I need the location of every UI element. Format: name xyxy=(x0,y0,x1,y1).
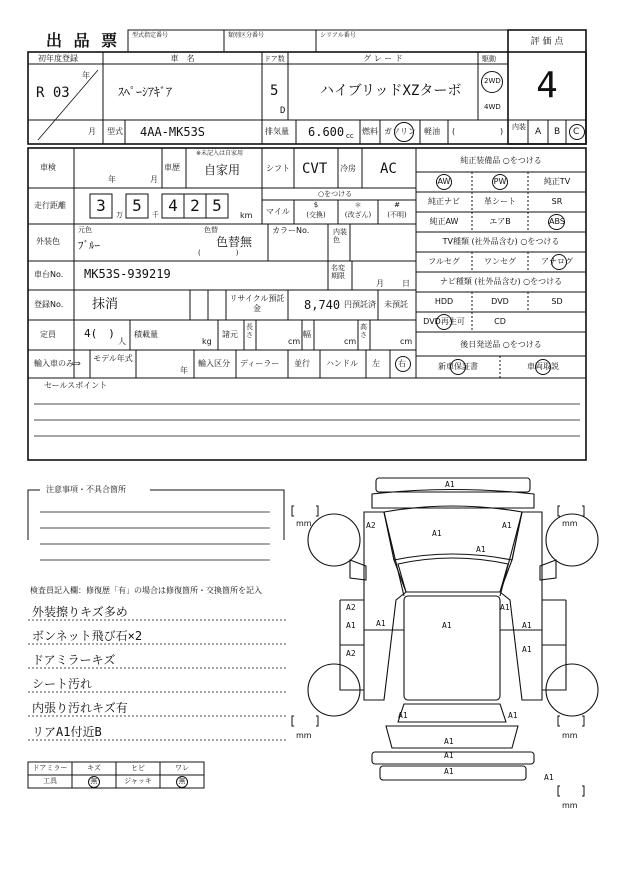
damage-mark-rear-hatch: A1 xyxy=(444,737,454,746)
width-label: 幅 xyxy=(303,330,311,339)
later-warranty-book-circle-mark xyxy=(450,359,466,375)
tv-analog-circle-mark xyxy=(551,254,567,270)
model-year-unit: 年 xyxy=(180,366,188,375)
recycle-deposit-value: 8,740 xyxy=(304,298,341,312)
drive-4wd: 4WD xyxy=(484,103,501,111)
interior-grade-c: C xyxy=(573,127,580,137)
door-count: 5 xyxy=(270,83,279,99)
later-manual: 車両取説 xyxy=(527,362,559,371)
load-capacity-unit: kg xyxy=(202,337,212,346)
mileage-option-note: ○をつける xyxy=(318,190,353,198)
handle-left: 左 xyxy=(372,359,380,368)
mileage-digit: 5 xyxy=(132,196,142,215)
navi-dvd: DVD xyxy=(491,297,509,306)
exterior-color-label: 外装色 xyxy=(36,237,60,246)
category-number-label: 類別区分番号 xyxy=(228,32,265,39)
history-value: 自家用 xyxy=(204,163,241,177)
equip-sunroof: SR xyxy=(551,197,563,206)
first-registration-era: R 03 xyxy=(36,85,70,101)
shift-value: CVT xyxy=(302,161,328,177)
month-label: 月 xyxy=(88,127,96,136)
model-code: 4AA-MK53S xyxy=(140,125,206,139)
later-manual-circle-mark xyxy=(535,359,551,375)
grade-box-label: 評 価 点 xyxy=(530,37,564,47)
tv-fullseg: フルセグ xyxy=(428,257,460,266)
later-warranty-book: 新車保証書 xyxy=(438,362,478,371)
later-shipment-title: 後日発送品 ○をつける xyxy=(460,340,542,349)
tire-depth-unit-front-right: mm xyxy=(562,519,578,528)
damage-mark-left-rear-door: A2 xyxy=(346,649,356,658)
registration-value: 抹消 xyxy=(92,297,119,312)
tv-analog: アナログ xyxy=(541,257,573,266)
capacity-label: 定員 xyxy=(40,330,56,339)
tire-depth-unit-rear-right: mm xyxy=(562,731,578,740)
damage-mark-left-door-lower: A1 xyxy=(346,621,356,630)
grade-label: グ レ ー ド xyxy=(363,54,403,63)
drive-label: 駆動 xyxy=(482,55,496,63)
mileage-label: 走行距離 xyxy=(34,201,66,210)
serial-number-label: シリアル番号 xyxy=(320,32,356,39)
model-year-label: モデル年式 xyxy=(93,354,133,363)
inspection-note-line: ドアミラーキズ xyxy=(32,653,116,667)
tire-depth-unit-spare: mm xyxy=(562,801,578,810)
mileage-unit-sen: 千 xyxy=(152,211,159,219)
table-tool-label: 工具 xyxy=(43,777,57,785)
table-door-mirror-label: ドアミラー xyxy=(32,764,68,772)
recycle-deposit-label: リサイクル預託金 xyxy=(229,294,285,313)
type-designation-label: 型式指定番号 xyxy=(132,32,169,39)
fuel-diesel: 軽油 xyxy=(424,127,440,136)
car-name-label: 車 名 xyxy=(170,54,195,63)
damage-mark-hood-right: A1 xyxy=(476,545,486,554)
navi-type-title: ナビ種類 (社外品含む) ○をつける xyxy=(439,277,563,286)
repaint-label: 色替 xyxy=(204,226,218,234)
caution-label: 注意事項・不具合箇所 xyxy=(46,485,126,494)
damage-mark-right-door-lower: A1 xyxy=(522,621,532,630)
equip-leather-seat: 革シート xyxy=(484,197,516,206)
mileage-unit-man: 万 xyxy=(116,211,123,219)
car-name: ｽﾍﾟｰｼｱｷﾞｱ xyxy=(118,85,173,99)
year-label: 年 xyxy=(82,71,90,80)
damage-mark-roof: A1 xyxy=(442,621,452,630)
equip-aw-circle-mark xyxy=(436,174,452,190)
name-change-month-label: 月 xyxy=(376,279,384,288)
fuel-paren-close: ) xyxy=(500,127,504,136)
recycle-deposit-status: 円預託済 xyxy=(344,300,376,309)
height-label: 高さ xyxy=(360,323,367,339)
fuel-label: 燃料 xyxy=(362,127,378,136)
mileage-option-tamper: (改ざん) xyxy=(344,211,372,219)
equipment-title: 純正装備品 ○をつける xyxy=(460,156,542,165)
table-scratch-label: キズ xyxy=(87,764,101,772)
navi-sd: SD xyxy=(551,297,563,306)
equip-pw: PW xyxy=(493,177,507,186)
shift-label: シフト xyxy=(266,164,290,173)
displacement-value: 6.600 xyxy=(308,125,345,139)
shaken-label: 車検 xyxy=(40,163,56,172)
tire-depth-unit-front-left: mm xyxy=(296,519,312,528)
equip-oem-tv: 純正TV xyxy=(543,177,571,186)
cooler-label: 冷房 xyxy=(340,164,356,173)
damage-mark-left-pillar: A1 xyxy=(376,619,386,628)
interior-grade-b: B xyxy=(554,127,561,137)
inspection-note-line: シート汚れ xyxy=(32,677,93,691)
displacement-unit: cc xyxy=(346,132,354,140)
mileage-option-unknown-symbol: # xyxy=(394,201,400,209)
chassis-number-value: MK53S-939219 xyxy=(84,267,171,281)
mileage-digit: 2 xyxy=(190,196,200,215)
shaken-month-label: 月 xyxy=(150,175,158,184)
equip-abs: ABS xyxy=(549,217,565,226)
handle-right: 右 xyxy=(398,359,406,368)
grade-value: ハイブリッドXZターボ xyxy=(320,83,462,99)
damage-mark-left-front-door: A2 xyxy=(346,603,356,612)
equip-abs-circle-mark xyxy=(548,214,565,230)
import-parallel: 並行 xyxy=(294,359,310,368)
inspection-note-line: リアA1付近B xyxy=(32,725,102,739)
capacity-value: 4( ) xyxy=(84,327,115,340)
length-label: 長さ xyxy=(246,323,253,339)
equip-airbag: エアB xyxy=(489,217,511,226)
import-only-label: 輸入車のみ⇒ xyxy=(34,359,81,368)
mileage-option-unknown: (不明) xyxy=(387,211,407,219)
displacement-label: 排気量 xyxy=(265,127,289,136)
door-count-label: ドア数 xyxy=(264,55,285,63)
mileage-option-exchange: (交換) xyxy=(306,211,326,219)
inspection-note-line: ボンネット飛び石×2 xyxy=(32,629,143,643)
mileage-option-mile: マイル xyxy=(266,207,290,216)
mileage-digit: 5 xyxy=(212,196,222,215)
name-change-day-label: 日 xyxy=(402,279,410,288)
recycle-not-deposited: 未預託 xyxy=(384,300,408,309)
inspection-note-line: 外装擦りキズ多め xyxy=(32,605,128,619)
handle-right-circle-mark xyxy=(395,356,411,372)
cooler-value: AC xyxy=(380,161,397,177)
sales-point-label: セールスポイント xyxy=(44,381,108,390)
tv-type-title: TV種類 (社外品含む) ○をつける xyxy=(442,237,560,246)
capacity-unit: 人 xyxy=(118,337,126,346)
history-note: ※未記入は自家用 xyxy=(196,150,244,157)
table-jack-value: 無 xyxy=(178,777,186,785)
equip-aw: AW xyxy=(437,177,451,186)
damage-mark-rear-bumper-upper: A1 xyxy=(444,751,454,760)
mileage-unit-km: km xyxy=(240,211,253,220)
mileage-digit: 3 xyxy=(96,196,106,215)
width-unit: cm xyxy=(344,337,357,346)
navi-hdd: HDD xyxy=(434,297,454,306)
mileage-option-exchange-symbol: $ xyxy=(313,201,319,209)
equip-oem-aw: 純正AW xyxy=(429,217,459,226)
table-crack-label: ヒビ xyxy=(131,764,145,772)
first-registration-label: 初年度登録 xyxy=(38,54,78,63)
navi-dvd-playback-circle-mark xyxy=(436,314,452,330)
name-change-deadline-label: 名変期限 xyxy=(331,264,345,281)
damage-mark-right-rear-door: A1 xyxy=(522,645,532,654)
table-jack-label: ジャッキ xyxy=(124,777,152,785)
original-color-label: 元色 xyxy=(78,226,92,234)
tool-none-circle-mark xyxy=(88,776,100,788)
damage-mark-left-fender: A2 xyxy=(366,521,376,530)
fuel-paren-open: ( xyxy=(452,127,456,136)
equip-oem-navi: 純正ナビ xyxy=(428,197,460,206)
inspection-note-line: 内張り汚れキズ有 xyxy=(32,701,128,715)
import-type-label: 輸入区分 xyxy=(198,359,230,368)
color-number-label: カラーNo. xyxy=(272,226,310,235)
shaken-year-label: 年 xyxy=(108,175,116,184)
damage-mark-right-fender: A1 xyxy=(502,521,512,530)
inspector-note: 検査員記入欄：修復歴「有」の場合は修復箇所・交換箇所を記入 xyxy=(30,586,262,595)
registration-label: 登録No. xyxy=(34,300,64,309)
height-unit: cm xyxy=(400,337,413,346)
mileage-option-tamper-symbol: ＊ xyxy=(354,201,362,209)
equip-pw-circle-mark xyxy=(492,174,508,190)
damage-mark-hood: A1 xyxy=(432,529,442,538)
damage-mark-rear-left: A1 xyxy=(398,711,408,720)
interior-grade-c-circle-mark xyxy=(569,124,585,140)
interior-color-label: 内装色 xyxy=(333,228,347,245)
tire-depth-unit-rear-left: mm xyxy=(296,731,312,740)
repaint-paren: ( ) xyxy=(198,249,239,257)
door-type: D xyxy=(280,106,286,116)
original-color-value: ﾌﾞﾙｰ xyxy=(78,239,100,252)
interior-grade-a: A xyxy=(535,127,542,137)
load-capacity-label: 積載量 xyxy=(134,330,158,339)
navi-cd: CD xyxy=(494,317,506,326)
fuel-gasoline: ガソリン xyxy=(384,127,416,136)
damage-mark-front-bumper: A1 xyxy=(445,480,455,489)
dimensions-label: 諸元 xyxy=(222,330,238,339)
auction-score: 4 xyxy=(536,65,558,106)
table-tool-value: 無 xyxy=(90,777,98,785)
navi-dvd-playback: DVD再生可 xyxy=(423,317,465,326)
model-label: 型式 xyxy=(107,127,123,136)
import-dealer: ディーラー xyxy=(240,359,280,368)
damage-mark-right-front-door: A1 xyxy=(500,603,510,612)
jack-none-circle-mark xyxy=(176,776,188,788)
form-title: 出 品 票 xyxy=(46,31,121,50)
chassis-number-label: 車台No. xyxy=(34,270,64,279)
history-label: 車歴 xyxy=(164,163,180,172)
damage-mark-rear-right: A1 xyxy=(508,711,518,720)
drive-2wd-circle-mark xyxy=(481,71,503,93)
interior-label: 内装 xyxy=(512,123,526,131)
damage-mark-rear-corner: A1 xyxy=(544,773,554,782)
repaint-value: 色替無 xyxy=(216,235,253,249)
mileage-digit: 4 xyxy=(168,196,178,215)
table-break-label: ワレ xyxy=(175,764,189,772)
damage-mark-rear-bumper: A1 xyxy=(444,767,454,776)
drive-2wd: 2WD xyxy=(484,77,501,85)
handle-label: ハンドル xyxy=(326,359,358,368)
fuel-gasoline-circle-mark xyxy=(394,122,414,142)
tv-oneseg: ワンセグ xyxy=(484,257,516,266)
length-unit: cm xyxy=(288,337,301,346)
